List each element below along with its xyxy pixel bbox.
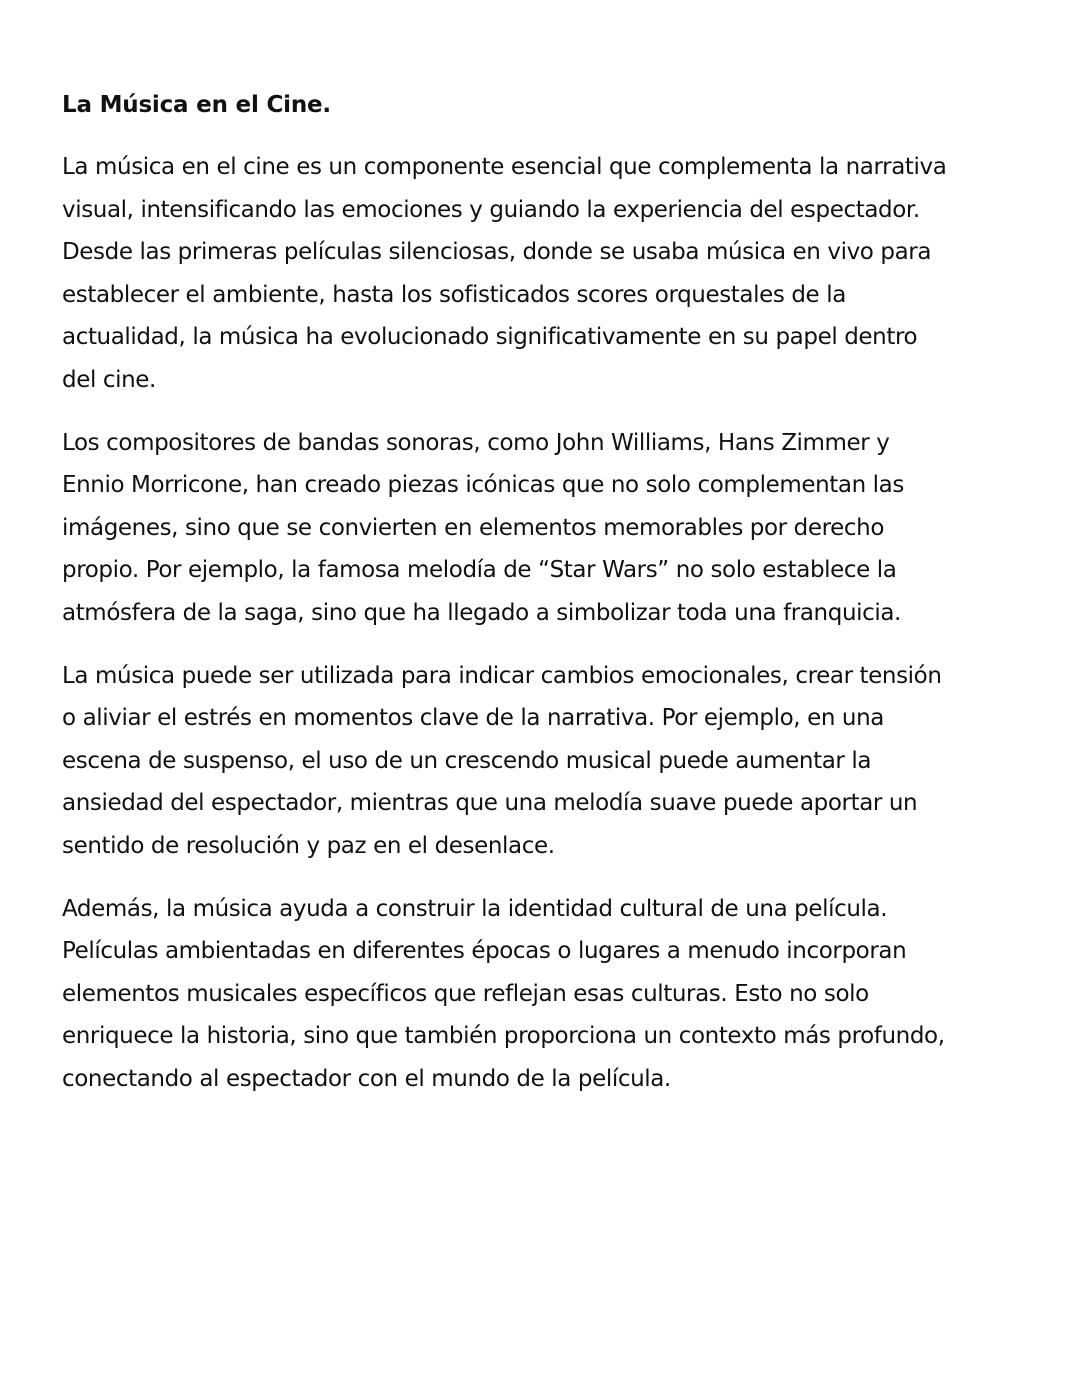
paragraph: Los compositores de bandas sonoras, como John Williams, Hans Zimmer y Ennio Morricone, han creado piezas icónicas que no solo complementan las imágenes, sino que se convierten en elementos memorables por derecho propio. Por ejemplo, la famosa melodía de “Star Wars” no solo establece la atmósfera de la saga, sino que ha llegado a simbolizar toda una franquicia. — [62, 429, 904, 626]
paragraph: La música en el cine es un componente esencial que complementa la narrativa visual, intensificando las emociones y guiando la experiencia del espectador. Desde las primeras películas silenciosas, donde se usaba música en vivo para establecer el ambiente, hasta los sofisticados scores orquestales de la actualidad, la música ha evolucionado significativamente en su papel dentro del cine. — [62, 154, 947, 393]
paragraph: La música puede ser utilizada para indicar cambios emocionales, crear tensión o aliviar el estrés en momentos clave de la narrativa. Por ejemplo, en una escena de suspenso, el uso de un crescendo musical puede aumentar la ansiedad del espectador, mientras que una melodía suave puede aportar un sentido de resolución y paz en el desenlace. — [62, 662, 942, 859]
document-title: La Música en el Cine. — [62, 92, 331, 118]
document-page — [62, 84, 952, 1120]
paragraph: Además, la música ayuda a construir la identidad cultural de una película. Películas ambientadas en diferentes épocas o lugares a menudo incorporan elementos musicales específicos que reflejan esas culturas. Esto no solo enriquece la historia, sino que también proporciona un contexto más profundo, conectando al espectador con el mundo de la película. — [62, 895, 945, 1092]
